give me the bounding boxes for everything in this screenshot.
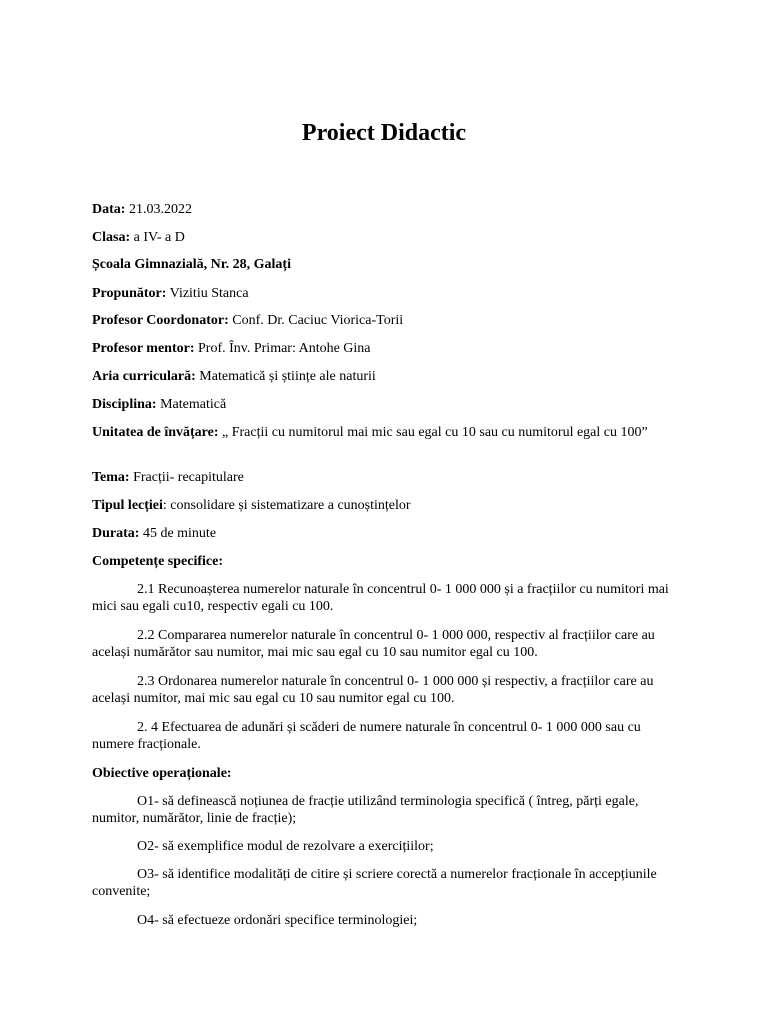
field-label: Durata: [92, 526, 140, 541]
field-aria-curriculara [92, 368, 682, 385]
field-value: 45 de minute [139, 526, 217, 541]
field-value: Conf. Dr. Caciuc Viorica-Torii [228, 313, 404, 328]
field-value: : consolidare și sistematizare a cunoștințelor [162, 498, 411, 513]
field-label: Propunător: [92, 286, 167, 301]
field-profesor-mentor [92, 340, 682, 357]
field-label: Clasa: [92, 230, 131, 245]
field-propunator [92, 285, 682, 302]
obiectiv-item: O2- să exemplifice modul de rezolvare a exercițiilor; [137, 839, 434, 854]
field-value: Vizitiu Stanca [166, 286, 249, 301]
field-label: Disciplina: [92, 397, 157, 412]
field-label: Tipul lecției [92, 498, 163, 513]
competenta-item: 2.3 Ordonarea numerelor naturale în concentrul 0- 1 000 000 și respectiv, a fracțiilor care au același numitor, mai mic sau egal cu 10 sau numitor egal cu 100. [92, 674, 654, 706]
field-unitatea-de-invatare [92, 424, 682, 441]
competenta-item: 2. 4 Efectuarea de adunări și scăderi de numere naturale în concentrul 0- 1 000 000 sau cu numere fracționale. [92, 720, 641, 752]
field-disciplina [92, 396, 682, 413]
field-scoala [92, 256, 682, 273]
field-label: Școala Gimnazială, Nr. 28, Galați [92, 257, 291, 272]
field-value: Fracții- recapitulare [129, 470, 244, 485]
field-value: „ Fracții cu numitorul mai mic sau egal cu 10 sau cu numitorul egal cu 100” [218, 425, 648, 440]
field-label: Unitatea de învățare: [92, 425, 219, 440]
field-tema [92, 469, 682, 486]
field-label: Tema: [92, 470, 130, 485]
competente-heading [92, 553, 682, 570]
document-title: Proiect Didactic [301, 120, 467, 146]
section-heading: Obiective operaționale: [92, 766, 232, 781]
field-profesor-coordonator [92, 312, 682, 329]
obiectiv-item: O3- să identifice modalități de citire și scriere corectă a numerelor fracționale în accepțiunile convenite; [92, 867, 657, 899]
field-value: a IV- a D [130, 230, 185, 245]
field-value: Matematică [156, 397, 227, 412]
field-tipul-lectiei [92, 497, 682, 514]
field-durata [92, 525, 682, 542]
section-heading: Competențe specifice: [92, 554, 224, 569]
obiectiv-item: O4- să efectueze ordonări specifice terminologiei; [137, 913, 418, 928]
competenta-item: 2.1 Recunoașterea numerelor naturale în concentrul 0- 1 000 000 și a fracțiilor cu numitori mai mici sau egali cu10, respectiv egali cu 100. [92, 582, 669, 614]
field-value: Matematică și științe ale naturii [195, 369, 376, 384]
field-value: 21.03.2022 [125, 202, 192, 217]
competenta-item: 2.2 Compararea numerelor naturale în concentrul 0- 1 000 000, respectiv al fracțiilor care au același numărător sau numitor, mai mic sau egal cu 10 sau numitor egal cu 100. [92, 628, 655, 660]
field-label: Aria curriculară: [92, 369, 196, 384]
obiective-heading [92, 765, 682, 782]
field-clasa [92, 229, 682, 246]
field-label: Profesor Coordonator: [92, 313, 229, 328]
field-data [92, 201, 682, 218]
field-label: Data: [92, 202, 126, 217]
field-label: Profesor mentor: [92, 341, 195, 356]
field-value: Prof. Înv. Primar: Antohe Gina [194, 341, 371, 356]
obiectiv-item: O1- să definească noțiunea de fracție utilizând terminologia specifică ( întreg, părți egale, numitor, numărător, linie de fracție); [92, 794, 639, 826]
